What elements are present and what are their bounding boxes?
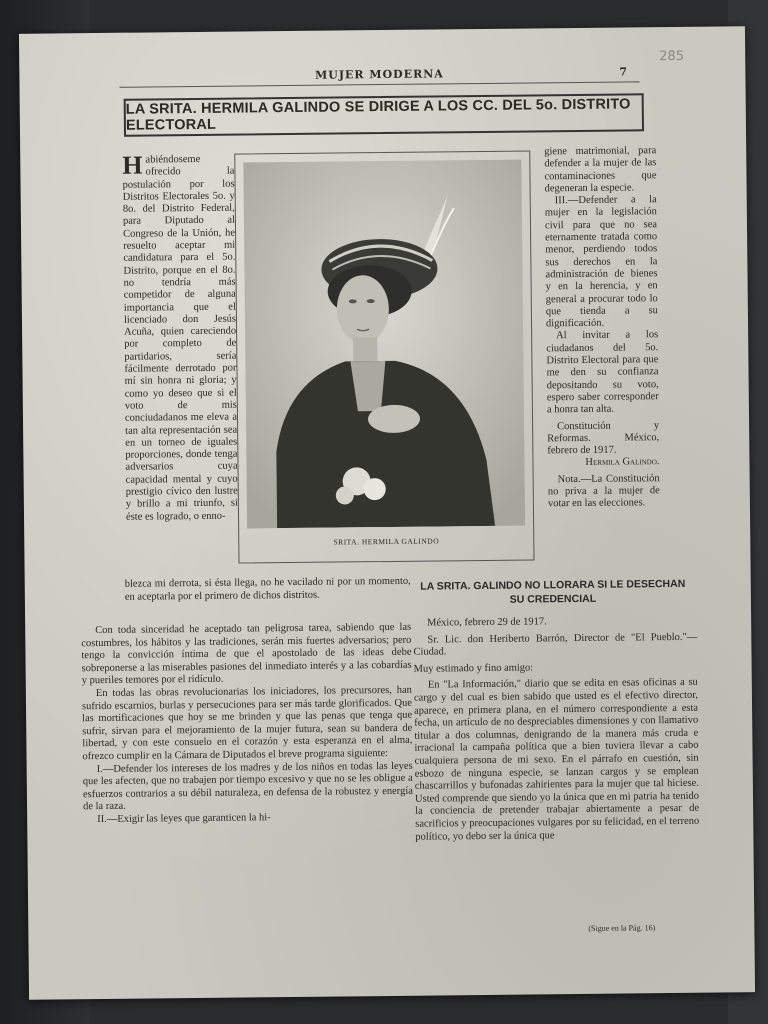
body-paragraph: I.—Defender los intereses de los madres y de los niños en todas las leyes que les afecten, que no trabajen por tiempo excesivo y que no se les obligue a esfuerzos contrarios a su débil naturaleza, en defensa de la robustez y energía de la raza. (82, 760, 413, 813)
portrait-illustration (243, 160, 525, 529)
letter-salutation: Muy estimado y fino amigo: (413, 662, 534, 675)
note-text: Nota.—La Constitución no priva a la mujer de votar en las elecciones. (547, 472, 660, 510)
magazine-page (19, 26, 755, 1000)
signature: Hermila Galindo. (585, 456, 660, 469)
program-point-3: III.—Defender a la mujer en la legislación civil para que no sea eternamente tratada como menor, perdiendo todos sus derechos en la administración de bienes y en la herencia, y en general a procurar todo lo que tienda a su dignificación. (544, 194, 658, 330)
continued-note: (Sigue en la Pág. 16) (588, 923, 656, 933)
letter-paragraph: En "La Información," diario que se edita en esas oficinas a su cargo y del cual es bien sabido que usted es el efectivo director, aparece, en primera plana, en el número correspondiente a esta fecha, un artículo de no despreciables dimensiones y con llamativo titular a dos columnas, denigrando de la manera más cruda e irracional la campaña política que a bien tuviera llevar a cabo cualquiera persona de mi sexo. En el párrafo en cuestión, sin esbozo de ninguna especie, se lanzan cargos y se emplean chascarrillos y bufonadas zahirientes para la mujer que tal hiciese. Usted comprende que siendo yo la única que en mi patria ha tenido la conciencia de pretender trabajar abiertamente a pesar de sacrificios y preocupaciones vulgares por su felicidad, en el terreno político, yo debo ser la única que (413, 677, 700, 843)
body-paragraph: En todas las obras revolucionarias los iniciadores, los precursores, han sufrido escarnios, burlas y persecuciones para ser más tarde glorificados. Que las mortificaciones que hoy se me brinden y que las penas que tenga que sufrir, sirvan para el mejoramiento de la mujer futura, sean su bandera de libertad, y con este consuelo en el corazón y esta esperanza en el alma, ofrezco cumplir en la Cámara de Diputados el breve programa siguiente: (81, 684, 413, 763)
body-continuation (125, 576, 411, 604)
body-paragraph: II.—Exigir las leyes que garanticen la hi- (97, 812, 271, 825)
page-number: 7 (619, 65, 628, 79)
closing-text: Constitución y Reformas. México, febrero de 1917. (547, 419, 660, 457)
right-column (544, 145, 660, 511)
letter-date: México, febrero 29 de 1917. (427, 616, 547, 629)
letter-addressee: Sr. Lic. don Heriberto Barrón, Director de "El Pueblo."—Ciudad. (413, 631, 698, 658)
right-column-text: giene matrimonial, para defender a la mujer de las contaminaciones que degeneran la especie. (544, 145, 657, 195)
portrait-photo (243, 160, 525, 529)
left-column (122, 150, 238, 524)
body-paragraph: Con toda sinceridad he aceptado tan peligrosa tarea, sabiendo que las costumbres, los hábitos y las tradiciones, serán mis fuertes adversarios; pero tengo la convicción íntima de que el apostolado de las ideas debe sobreponerse a las miserables pasiones del inmediato interés y a las cobardías y pueriles temores por el ridículo. (81, 621, 412, 687)
body-paragraph: blezca mi derrota, si ésta llega, no he vacilado ni por un momento, en aceptarla por el primero de dichos distritos. (124, 575, 411, 603)
photo-caption: SRITA. HERMILA GALINDO (333, 536, 440, 547)
letter (413, 615, 699, 848)
body-lower (81, 622, 413, 827)
photo-frame (234, 150, 534, 563)
magazine-header: MUJER MODERNA (119, 65, 639, 87)
invitation-text: Al invitar a los ciudadanos del 5o. Distrito Electoral para que me den su confianza depositando su voto, espero saber corresponder a honra tan alta. (546, 329, 659, 416)
left-column-text: abiéndoseme ofrecido la postulación por los Distritos Electorales 5o. y 8o. del Distrito Federal, para Diputado al Congreso de la Unión, he resuelto aceptar mi candidatura para el 5o. Distrito, porque en el 8o. no tendría más competidor de alguna importancia que el licenciado don Jesús Acuña, quien careciendo por completo de partidarios, sería fácilmente derrotado por mí sin honra ni gloria; y como yo deseo que si el voto de mis conciudadanos me eleva a tan alta representación sea en un torneo de iguales proporciones, donde tenga adversarios cuya capacidad mental y cuyo prestigio cívico den lustre y brillo a mi triunfo, si éste es logrado, o enno- (122, 153, 238, 523)
dropcap: H (122, 150, 143, 180)
article-title: LA SRITA. HERMILA GALINDO SE DIRIGE A LOS CC. DEL 5o. DISTRITO ELECTORAL (124, 93, 644, 136)
pencil-mark: 285 (659, 48, 685, 65)
letter-title: LA SRITA. GALINDO NO LLORARA SI LE DESECHAN SU CREDENCIAL (420, 577, 686, 606)
